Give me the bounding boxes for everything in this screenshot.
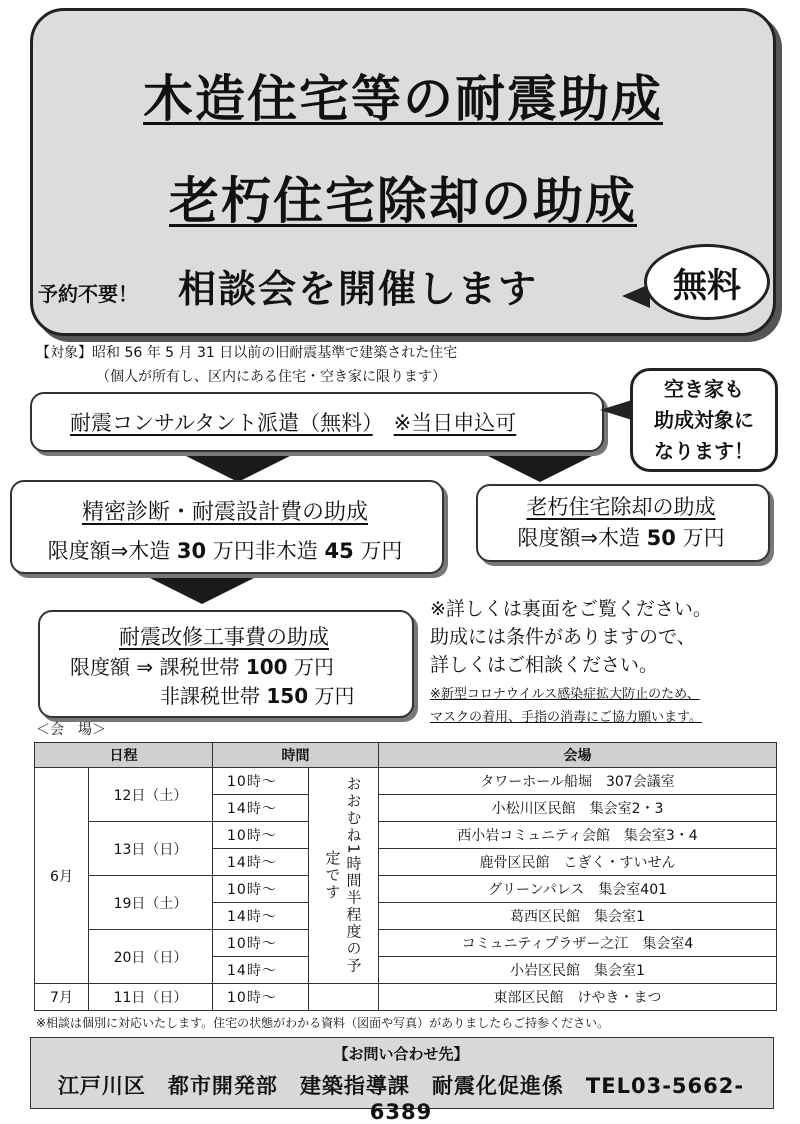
contact-info: 江戸川区 都市開発部 建築指導課 耐震化促進係 TEL03-5662-6389 <box>57 1074 745 1124</box>
venue-cell: グリーンパレス 集会室401 <box>379 876 777 903</box>
duration-note: おおむね1時間半程度の予定です <box>309 768 379 984</box>
same-day-label: ※当日申込可 <box>393 411 517 435</box>
date-cell: 11日（日） <box>89 984 213 1011</box>
empty-cell <box>309 984 379 1011</box>
date-cell: 20日（日） <box>89 930 213 984</box>
month-june: 6月 <box>35 768 89 984</box>
venue-cell: 東部区民館 けやき・まつ <box>379 984 777 1011</box>
table-header-row <box>35 743 777 768</box>
venue-cell: 小松川区民館 集会室2・3 <box>379 795 777 822</box>
vacant-line-2: 助成対象に <box>654 408 754 432</box>
consultation-heading: 相談会を開催します <box>178 267 539 311</box>
time-cell: 10時～ <box>213 822 309 849</box>
consultant-dispatch-label: 耐震コンサルタント派遣（無料） <box>70 411 373 435</box>
target-line-2: （個人が所有し、区内にある住宅・空き家に限ります） <box>96 369 446 385</box>
time-cell: 10時～ <box>213 930 309 957</box>
covid-note-1: ※新型コロナウイルス感染症拡大防止のため、 <box>430 687 700 702</box>
venue-cell: コミュニティプラザー之江 集会室4 <box>379 930 777 957</box>
header-venue: 会場 <box>379 743 777 768</box>
vacant-bubble-tail <box>600 400 632 420</box>
note-conditions: 助成には条件がありますので、 <box>430 626 696 648</box>
header-date: 日程 <box>35 743 213 768</box>
note-consult: 詳しくはご相談ください。 <box>430 654 659 676</box>
precise-diagnosis-limit: 限度額⇒木造 30 万円非木造 45 万円 <box>47 539 403 563</box>
main-title: 木造住宅等の耐震助成 <box>143 70 663 128</box>
down-arrow-icon <box>488 456 592 482</box>
consultant-dispatch-text <box>70 407 516 437</box>
time-cell: 14時～ <box>213 903 309 930</box>
retrofit-limit-nontaxed: 非課税世帯 150 万円 <box>160 684 355 708</box>
table-row <box>35 768 777 795</box>
down-arrow-icon <box>150 578 254 604</box>
time-cell: 14時～ <box>213 849 309 876</box>
time-cell: 10時～ <box>213 768 309 795</box>
note-see-back: ※詳しくは裏面をご覧ください。 <box>430 598 712 620</box>
vacant-line-1: 空き家も <box>664 377 744 401</box>
free-badge: 無料 <box>644 244 770 320</box>
time-cell: 10時～ <box>213 876 309 903</box>
table-row <box>35 876 777 903</box>
time-cell: 10時～ <box>213 984 309 1011</box>
schedule-table <box>34 742 777 1011</box>
header-time: 時間 <box>213 743 379 768</box>
retrofit-title: 耐震改修工事費の助成 <box>119 625 329 649</box>
down-arrow-icon <box>186 456 290 482</box>
venue-cell: 葛西区民館 集会室1 <box>379 903 777 930</box>
venue-cell: タワーホール船堀 307会議室 <box>379 768 777 795</box>
date-cell: 12日（土） <box>89 768 213 822</box>
target-line-1: 【対象】昭和 56 年 5 月 31 日以前の旧耐震基準で建築された住宅 <box>36 345 458 361</box>
venue-cell: 西小岩コミュニティ会館 集会室3・4 <box>379 822 777 849</box>
demolition-limit: 限度額⇒木造 50 万円 <box>517 526 725 550</box>
demolition-title: 老朽住宅除却の助成 <box>526 495 716 519</box>
no-reservation-label: 予約不要！ <box>38 282 138 306</box>
table-row <box>35 930 777 957</box>
precise-diagnosis-title: 精密診断・耐震設計費の助成 <box>81 500 368 525</box>
contact-heading: 【お問い合わせ先】 <box>333 1045 469 1063</box>
time-cell: 14時～ <box>213 957 309 984</box>
month-july: 7月 <box>35 984 89 1011</box>
consultation-footnote: ※相談は個別に対応いたします。住宅の状態がわかる資料（図面や写真）がありましたらご持参ください。 <box>36 1016 610 1030</box>
table-row <box>35 822 777 849</box>
venue-cell: 小岩区民館 集会室1 <box>379 957 777 984</box>
date-cell: 13日（日） <box>89 822 213 876</box>
table-row <box>35 984 777 1011</box>
time-cell: 14時～ <box>213 795 309 822</box>
venue-cell: 鹿骨区民館 こぎく・すいせん <box>379 849 777 876</box>
retrofit-limit-taxed: 限度額 ⇒ 課税世帯 100 万円 <box>70 655 334 679</box>
date-cell: 19日（土） <box>89 876 213 930</box>
venue-label: ＜会 場＞ <box>36 722 106 738</box>
vacant-line-3: なります！ <box>654 439 754 463</box>
sub-title: 老朽住宅除却の助成 <box>169 172 637 230</box>
vacant-house-bubble <box>630 368 778 472</box>
covid-note-2: マスクの着用、手指の消毒にご協力願います。 <box>430 710 702 725</box>
